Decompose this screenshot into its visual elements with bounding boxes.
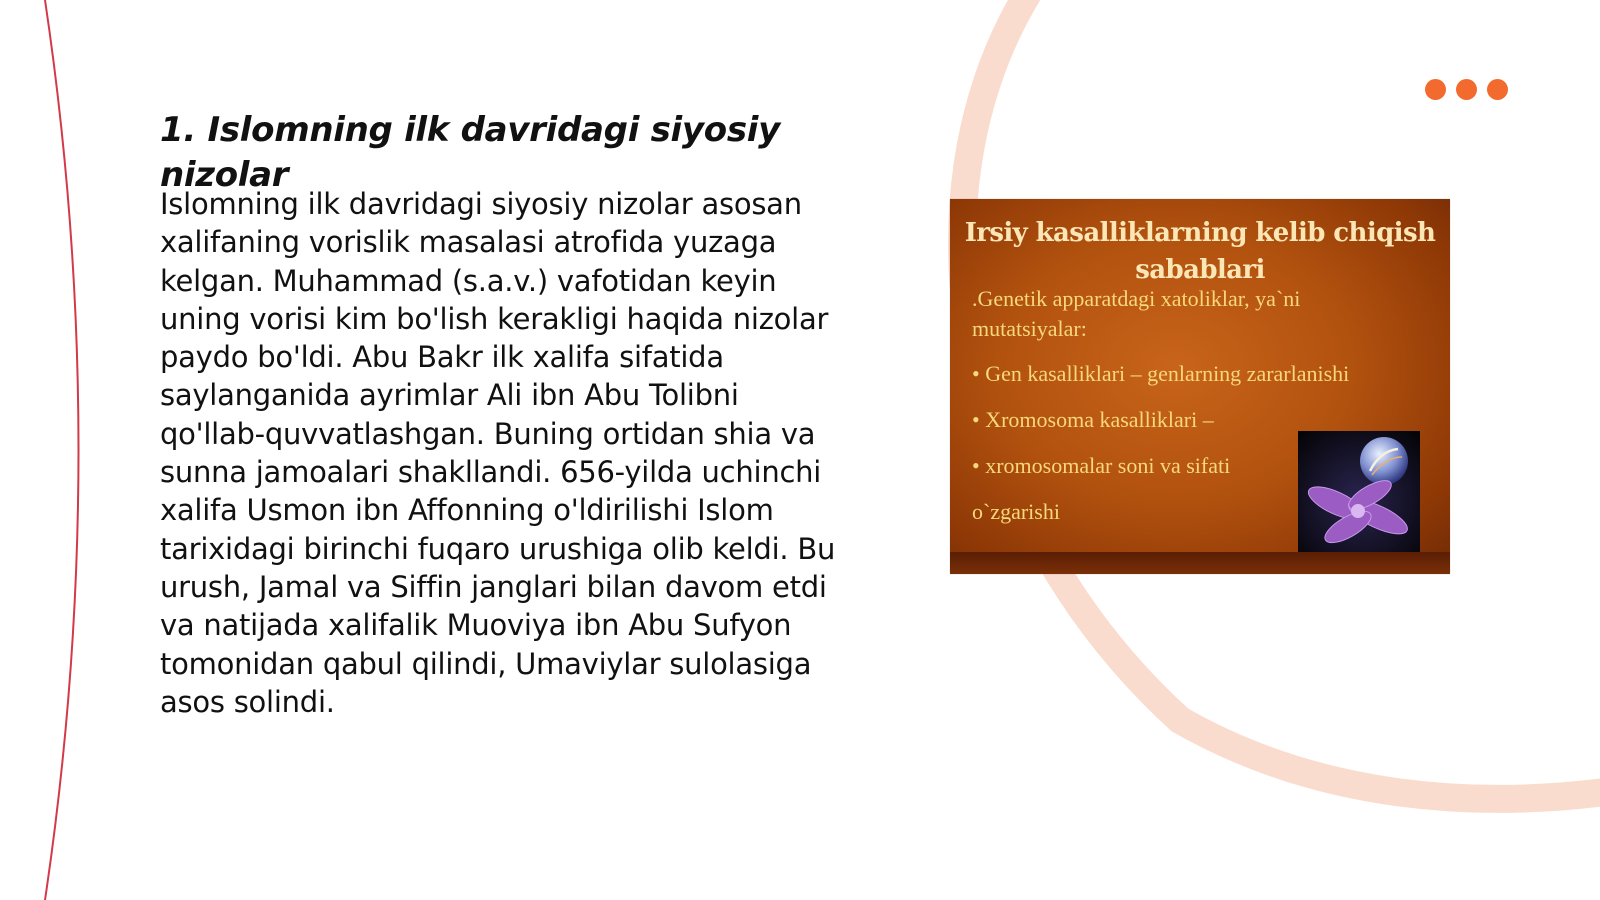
image-bullet-line: • xromosomalar soni va sifati — [972, 453, 1231, 478]
image-bullet-line: • Xromosoma kasalliklari – — [972, 407, 1214, 432]
chromosome-dna-icon — [1298, 431, 1420, 557]
image-text-line: .Genetik apparatdagi xatoliklar, ya`ni — [972, 286, 1301, 311]
left-accent-line — [45, 0, 79, 900]
image-title: Irsiy kasalliklarning kelib chiqish sabablari — [964, 218, 1436, 285]
slide-title: 1. Islomning ilk davridagi siyosiy nizolar — [160, 110, 780, 195]
image-bullet-line: • Gen kasalliklari – genlarning zararlanishi — [972, 361, 1350, 386]
three-dots-icon — [1425, 79, 1508, 100]
slide-body-text: Islomning ilk davridagi siyosiy nizolar asosan xalifaning vorislik masalasi atrofida yuzaga kelgan. Muhammad (s.a.v.) vafotidan keyin uning vorisi kim bo'lish kerakligi haqida nizolar paydo bo'ldi. Abu Bakr ilk xalifa sifatida saylanganida ayrimlar Ali ibn Abu Tolibni qo'llab-quvvatlashgan. Buning ortidan shia va sunna jamoalari shakllandi. 656-yilda uchinchi xalifa Usmon ibn Affonning o'ldirilishi Islom tarixidagi birinchi fuqaro urushiga olib keldi. Bu urush, Jamal va Siffin janglari bilan davom etdi va natijada xalifalik Muoviya ibn Abu Sufyon tomonidan qabul qilindi, Umaviylar sulolasiga asos solindi. — [160, 187, 836, 719]
dot-icon — [1487, 79, 1508, 100]
image-text-line: mutatsiyalar: — [972, 316, 1087, 341]
image-text-line: o`zgarishi — [972, 499, 1060, 524]
embedded-slide-image — [950, 199, 1450, 574]
image-bottom-band — [950, 552, 1450, 574]
dot-icon — [1456, 79, 1477, 100]
dot-icon — [1425, 79, 1446, 100]
